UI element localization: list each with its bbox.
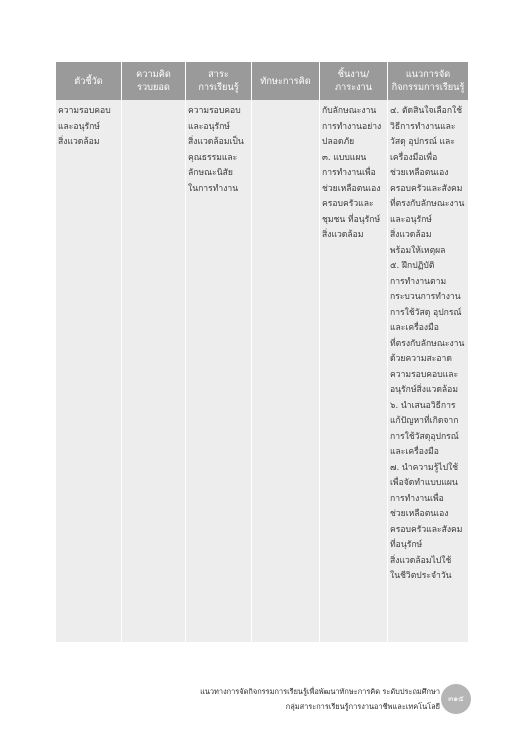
cell-text-line: การทำงานอย่าง — [322, 121, 382, 132]
cell-text-line: ครอบครัวและสังคม — [390, 524, 463, 535]
footer-subject-group: กลุ่มสาระการเรียนรู้การงานอาชีพและเทคโนโลยี — [285, 702, 440, 711]
cell-text-line: ช่วยเหลือตนเอง — [390, 509, 449, 519]
cell-text-line: ช่วยเหลือตนเอง — [390, 168, 449, 178]
cell-text-line: ๔. ตัดสินใจเลือกใช้ — [390, 106, 463, 116]
header-line: ทักษะการคิด — [260, 75, 311, 87]
cell-task — [320, 100, 388, 642]
cell-text-line: ๗. นำความรู้ไปใช้ — [390, 462, 459, 473]
cell-text-line: ความรอบคอบ — [58, 106, 111, 116]
cell-text-line: ความรอบคอบ — [188, 106, 241, 116]
cell-indicator — [56, 100, 122, 642]
header-indicator — [56, 62, 122, 100]
header-concept — [122, 62, 186, 100]
cell-text-line: ๕. ฝึกปฏิบัติ — [390, 261, 435, 271]
cell-text-line: เพื่อจัดทำแบบแผน — [390, 478, 458, 488]
cell-text-line: ครอบครัวและสังคม — [390, 183, 463, 194]
cell-text-line: สิ่งแวดล้อม — [390, 230, 432, 240]
cell-text-line: ในชีวิตประจำวัน — [390, 571, 452, 581]
header-line: แนวการจัด — [405, 69, 451, 80]
page-number-badge: ๓๑๕ — [441, 684, 471, 714]
cell-text-line: ครอบครัวและ — [322, 199, 374, 209]
cell-thinking-skill — [252, 100, 320, 642]
header-line: การเรียนรู้ — [198, 82, 239, 93]
cell-content — [186, 100, 252, 642]
cell-text-line: กับลักษณะงาน — [322, 106, 377, 116]
cell-text-line: ช่วยเหลือตนเอง — [322, 183, 381, 194]
cell-text-line: พร้อมให้เหตุผล — [390, 245, 446, 256]
cell-text-line: ๓. แบบแผน — [322, 152, 367, 163]
header-line: ตัวชี้วัด — [74, 75, 103, 87]
cell-text-line: การทำงานเพื่อ — [390, 493, 444, 504]
header-content — [186, 62, 252, 100]
cell-text-line: ในการทำงาน — [188, 183, 239, 194]
cell-text-line: การทำงานเพื่อ — [322, 168, 376, 178]
header-line: ภาระงาน — [334, 82, 372, 93]
cell-text-line: ที่ตรงกับลักษณะงาน — [390, 338, 465, 349]
cell-concept — [122, 100, 186, 642]
cell-text-line: และอนุรักษ์ — [188, 121, 230, 132]
cell-text-line: ที่ตรงกับลักษณะงาน — [390, 199, 465, 209]
cell-text-line: วัสดุ อุปกรณ์ และ — [390, 137, 455, 147]
cell-text-line: การใช้วัสดุอุปกรณ์ — [390, 431, 459, 442]
cell-text-line: ความรอบคอบและ — [390, 369, 459, 380]
cell-text-line: การใช้วัสดุ อุปกรณ์ — [390, 307, 462, 318]
cell-text-line: และเครื่องมือ — [390, 447, 439, 457]
cell-text-line: วิธีการทำงานและ — [390, 121, 456, 132]
header-line: สาระ — [208, 69, 229, 80]
table-body-row — [56, 100, 468, 642]
cell-text-line: ปลอดภัย — [322, 137, 355, 147]
header-line: รวบยอด — [137, 82, 170, 93]
cell-text-line: และอนุรักษ์ — [390, 214, 432, 225]
page-footer — [200, 684, 440, 714]
cell-text-line: ชุมชน ที่อนุรักษ์ — [322, 214, 381, 225]
cell-text-line: และเครื่องมือ — [390, 323, 439, 333]
table-header-row — [56, 62, 468, 100]
cell-text-line: สิ่งแวดล้อมไปใช้ — [390, 555, 452, 566]
header-thinking-skill — [252, 62, 320, 100]
cell-text-line: ๖. นำเสนอวิธีการ — [390, 400, 456, 411]
cell-text-line: เครื่องมือเพื่อ — [390, 152, 438, 163]
cell-text-line: และอนุรักษ์ — [58, 121, 100, 132]
cell-activity — [388, 100, 468, 642]
cell-text-line: กระบวนการทำงาน — [390, 292, 461, 302]
cell-text-line: สิ่งแวดล้อม — [58, 137, 100, 147]
header-line: ชิ้นงาน/ — [337, 69, 370, 80]
header-line: ความคิด — [136, 69, 171, 80]
cell-text-line: แก้ปัญหาที่เกิดจาก — [390, 416, 459, 426]
header-line: กิจกรรมการเรียนรู้ — [391, 82, 465, 93]
cell-text-line: สิ่งแวดล้อมเป็น — [188, 137, 244, 147]
cell-text-line: คุณธรรมและ — [188, 152, 238, 163]
cell-text-line: ด้วยความสะอาด — [390, 354, 452, 364]
header-activity — [388, 62, 468, 100]
footer-book-title: แนวทางการจัดกิจกรรมการเรียนรู้เพื่อพัฒนาทักษะการคิด ระดับประถมศึกษา — [200, 687, 440, 696]
header-task — [320, 62, 388, 100]
cell-text-line: อนุรักษ์สิ่งแวดล้อม — [390, 385, 458, 395]
cell-text-line: สิ่งแวดล้อม — [322, 230, 364, 240]
cell-text-line: ลักษณะนิสัย — [188, 168, 233, 178]
curriculum-table — [56, 62, 468, 642]
cell-text-line: ที่อนุรักษ์ — [390, 540, 423, 550]
cell-text-line: การทำงานตาม — [390, 276, 447, 287]
